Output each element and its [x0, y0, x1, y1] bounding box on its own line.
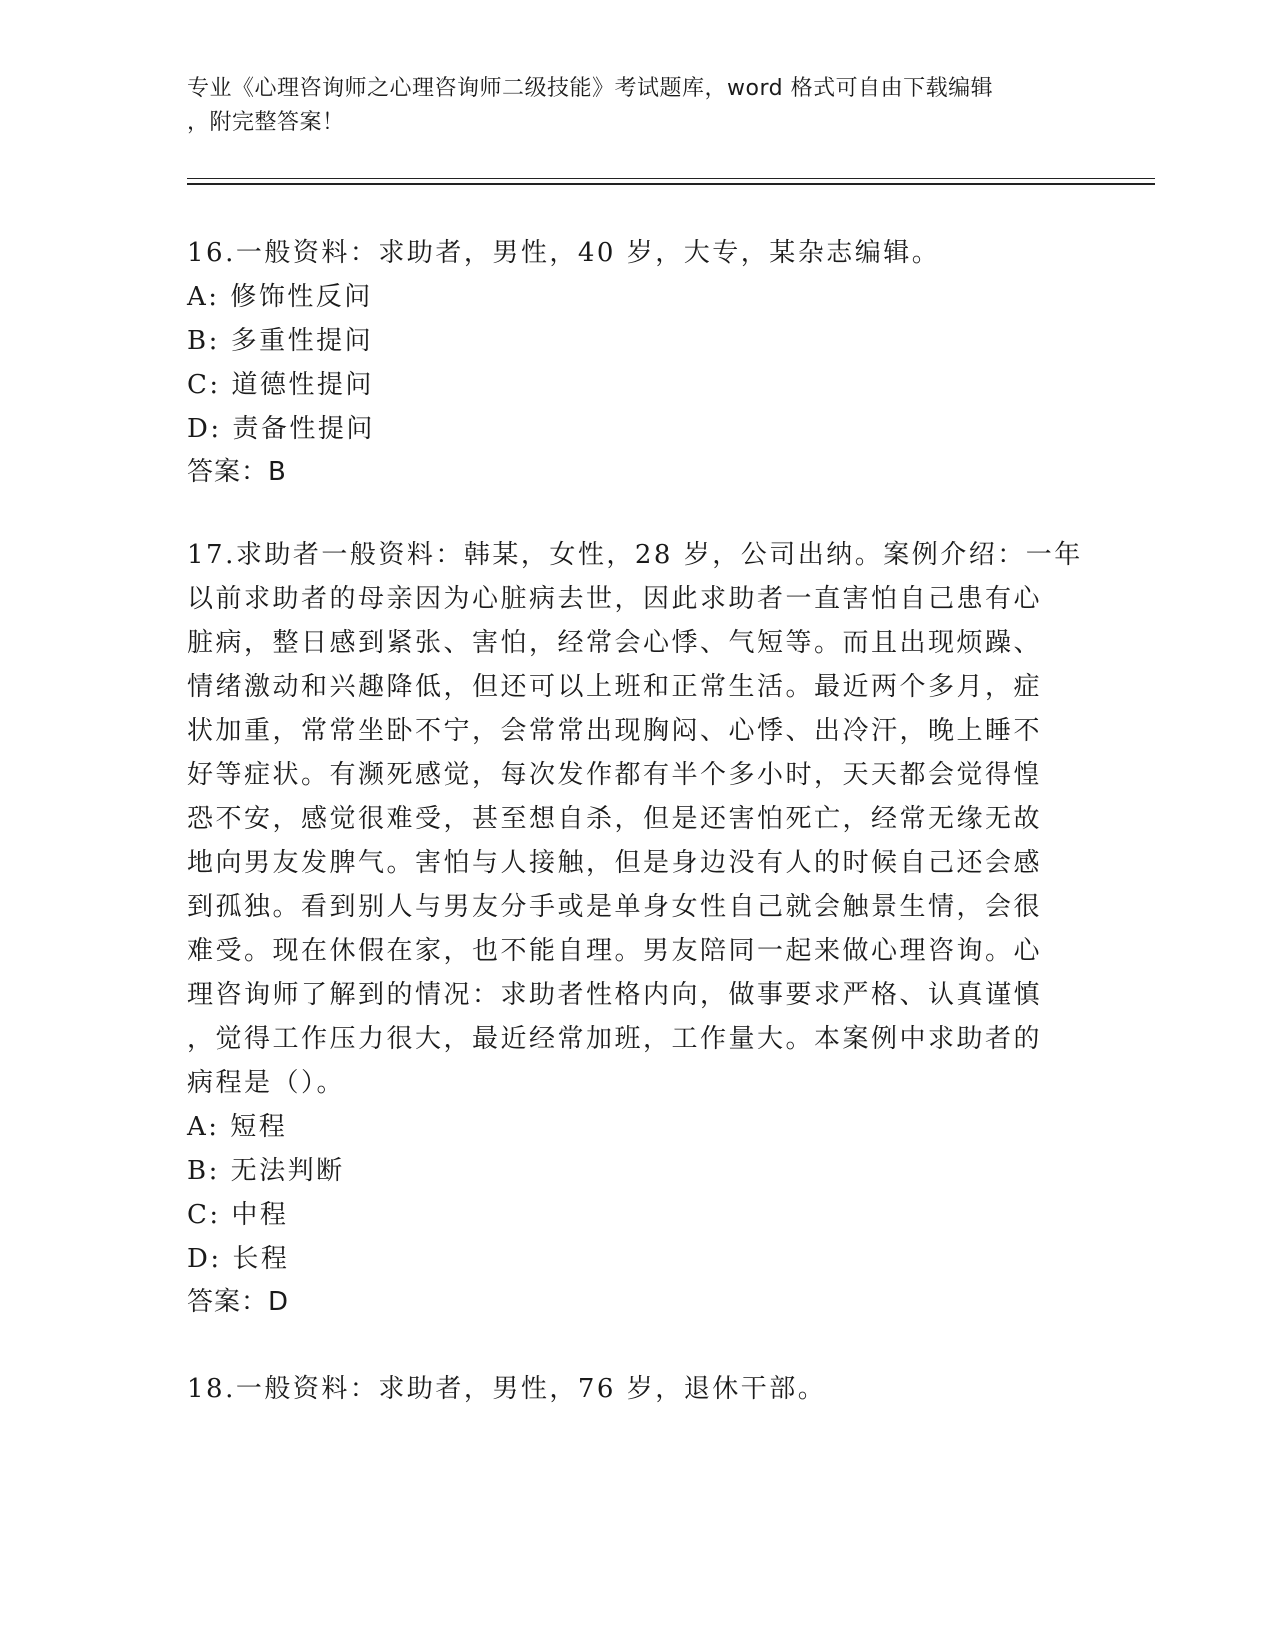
question-17-option-b: B: 无法判断	[187, 1156, 345, 1186]
question-17-stem-line: 以前求助者的母亲因为心脏病去世，因此求助者一直害怕自己患有心	[187, 584, 1043, 614]
header-divider-thick	[187, 183, 1155, 185]
header-line-2: ，附完整答案！	[187, 110, 345, 135]
question-17-answer: 答案：D	[187, 1287, 290, 1317]
question-17-option-c: C: 中程	[187, 1200, 289, 1230]
header-line-1: 专业《心理咨询师之心理咨询师二级技能》考试题库，word 格式可自由下载编辑	[187, 76, 994, 101]
question-17-stem-line: 地向男友发脾气。害怕与人接触，但是身边没有人的时候自己还会感	[187, 848, 1043, 878]
question-18-stem: 18.一般资料：求助者，男性，76 岁，退休干部。	[187, 1374, 827, 1404]
header-divider-thin	[187, 178, 1155, 179]
question-16-stem: 16.一般资料：求助者，男性，40 岁，大专，某杂志编辑。	[187, 238, 941, 268]
question-17-option-d: D: 长程	[187, 1244, 290, 1274]
question-17-stem-line: 到孤独。看到别人与男友分手或是单身女性自己就会触景生情，会很	[187, 892, 1043, 922]
question-17-stem-line: 17.求助者一般资料：韩某，女性，28 岁，公司出纳。案例介绍：一年	[187, 540, 1083, 570]
question-17-stem-line: 病程是（）。	[187, 1068, 346, 1098]
question-16-option-a: A: 修饰性反问	[187, 282, 373, 312]
question-17-stem-line: 好等症状。有濒死感觉，每次发作都有半个多小时，天天都会觉得惶	[187, 760, 1043, 790]
question-17-stem-line: 状加重，常常坐卧不宁，会常常出现胸闷、心悸、出冷汗，晚上睡不	[187, 716, 1043, 746]
question-17-option-a: A: 短程	[187, 1112, 288, 1142]
document-header	[187, 72, 1067, 140]
question-17-stem-line: 情绪激动和兴趣降低，但还可以上班和正常生活。最近两个多月，症	[187, 672, 1043, 702]
question-16-option-c: C: 道德性提问	[187, 370, 374, 400]
question-16-option-d: D: 责备性提问	[187, 414, 375, 444]
question-16-answer: 答案：B	[187, 457, 287, 487]
question-17-stem-line: 脏病，整日感到紧张、害怕，经常会心悸、气短等。而且出现烦躁、	[187, 628, 1043, 658]
question-17-stem-line: 恐不安，感觉很难受，甚至想自杀，但是还害怕死亡，经常无缘无故	[187, 804, 1043, 834]
question-17-stem-line: 理咨询师了解到的情况：求助者性格内向，做事要求严格、认真谨慎	[187, 980, 1043, 1010]
question-17-stem-line: 难受。现在休假在家，也不能自理。男友陪同一起来做心理咨询。心	[187, 936, 1043, 966]
question-17-stem-line: ，觉得工作压力很大，最近经常加班，工作量大。本案例中求助者的	[187, 1024, 1043, 1054]
question-16-option-b: B: 多重性提问	[187, 326, 374, 356]
